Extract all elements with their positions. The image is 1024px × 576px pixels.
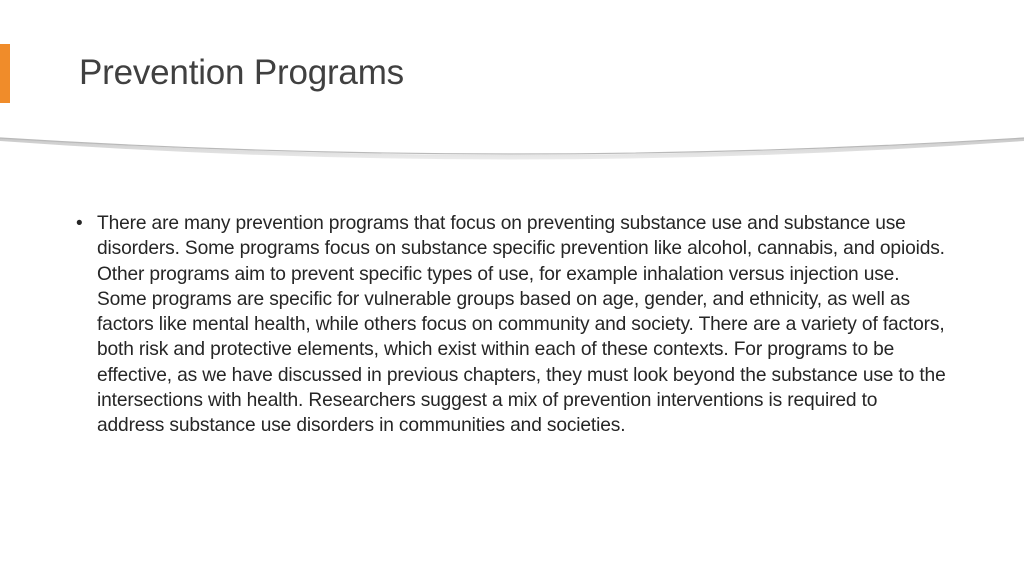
bullet-text: There are many prevention programs that focus on preventing substance use and substance use disorders. Some programs focus on substance specific prevention like alcohol, cannabis, and opioids. Other programs aim to prevent specific types of use, for example inhalation versus injection use. Some programs are specific for vulnerable groups based on age, gender, and ethnicity, as well as factors like mental health, while others focus on community and society. There are a variety of factors, both risk and protective elements, which exist within each of these contexts. For programs to be effective, as we have discussed in previous chapters, they must look beyond the substance use to the intersections with health. Researchers suggest a mix of prevention interventions is required to address substance use disorders in communities and societies. — [97, 213, 946, 437]
slide-body — [76, 211, 946, 439]
title-accent-bar — [0, 44, 10, 103]
bullet-marker: • — [76, 213, 83, 234]
bullet-item — [76, 211, 946, 439]
title-divider-curve — [0, 128, 1024, 168]
slide-title: Prevention Programs — [79, 53, 404, 92]
